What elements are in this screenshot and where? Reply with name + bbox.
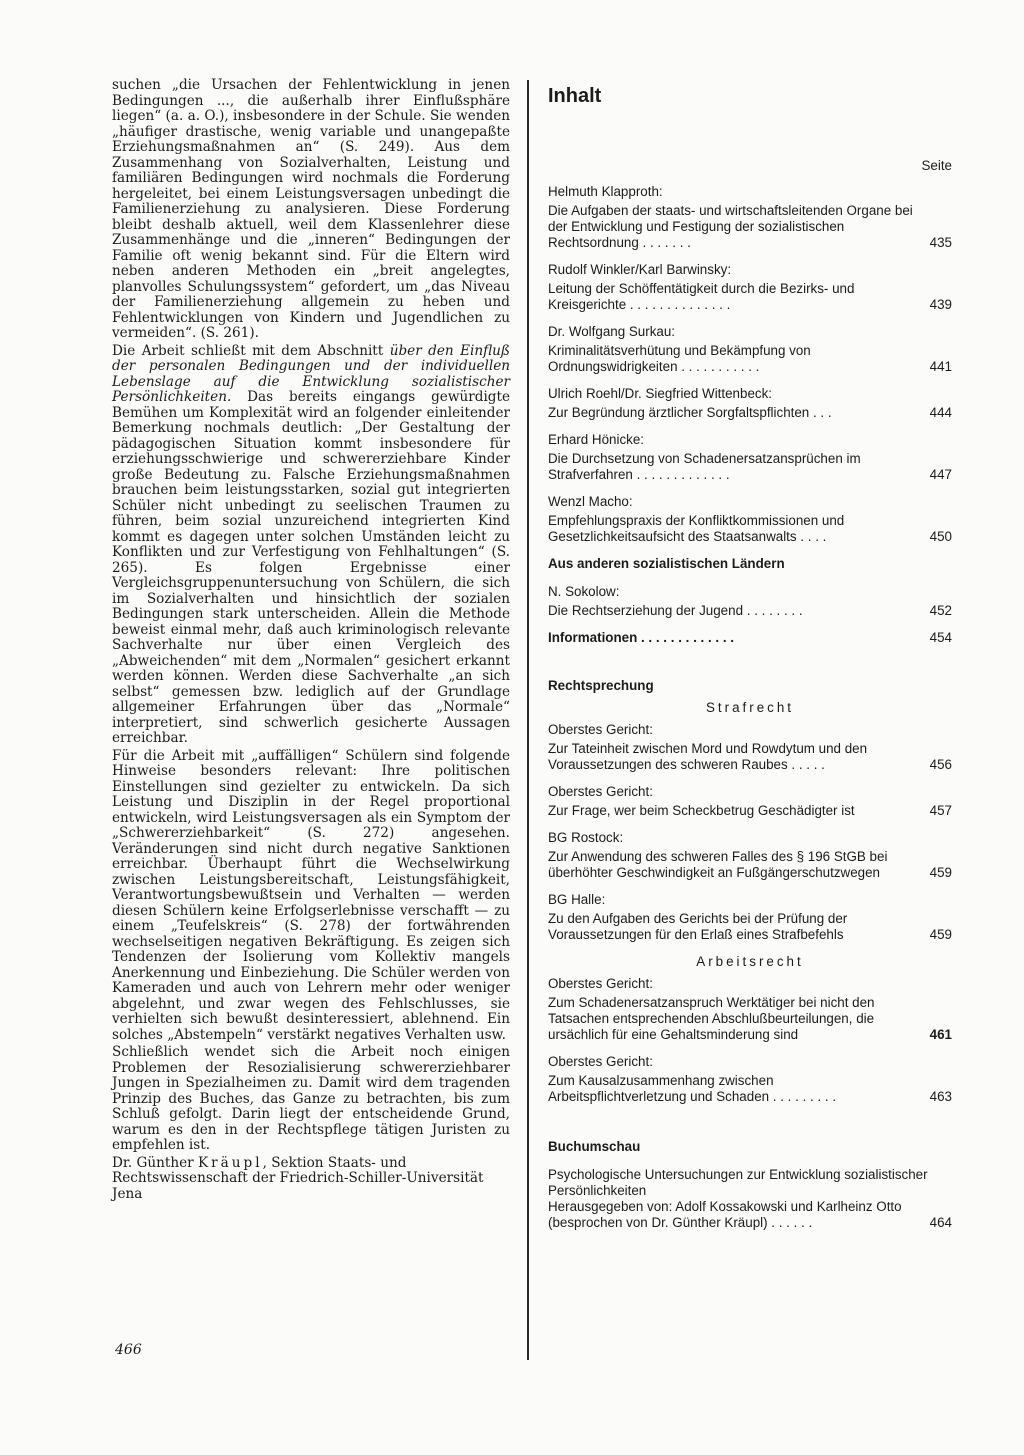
toc-title: Empfehlungspraxis der Konfliktkommissionen und Gesetzlichkeitsaufsicht des Staatsanwalts . . . . xyxy=(548,513,845,544)
toc-entry xyxy=(548,432,952,483)
text: Die Arbeit schließt mit dem Abschnitt xyxy=(112,342,390,359)
toc-page: 435 xyxy=(929,235,952,250)
paragraph: suchen „die Ursachen der Fehlentwicklung in jenen Bedingungen ..., die außerhalb ihrer Einflußsphäre liegen“ (a. a. O.), insbesondere in der Schule. Sie wenden „häufiger drastische, wenig variable und unangepaßte Erziehungsmaßnahmen an“ (S. 249). Aus dem Zusammenhang von Sozialverhalten, Leistung und familiären Bedingungen wird nochmals die Forderung hergeleitet, bei einem Leistungsversagen unbedingt die Familienerziehung zu analysieren. Diese Forderung bleibt deshalb aktuell, weil dem Klassenlehrer diese Zusammenhänge und die „inneren“ Bedingungen der Familie oft wenig bekannt sind. Für die Eltern wird neben anderen Methoden ein „breit angelegtes, planvolles Schulungssystem“ gefordert, um „das Niveau der Familienerziehung allgemein zu heben und Fehlentwicklungen von Kindern und Jugendlichen zu vermeiden“. (S. 261). xyxy=(112,77,510,341)
toc-author: Wenzl Macho: xyxy=(548,494,633,509)
toc-page: 461 xyxy=(929,1027,952,1042)
toc-author: Erhard Hönicke: xyxy=(548,432,645,447)
toc-entry xyxy=(548,262,952,313)
page-number: 466 xyxy=(115,1342,142,1358)
review-text-column xyxy=(112,78,510,1202)
toc-title: Zu den Aufgaben des Gerichts bei der Prüfung der Voraussetzungen für den Erlaß eines Strafbefehls xyxy=(548,911,848,942)
toc-author: Dr. Wolfgang Surkau: xyxy=(548,324,676,339)
reviewer-signature xyxy=(112,1156,510,1203)
toc-page: 450 xyxy=(929,529,952,544)
toc-author: Helmuth Klapproth: xyxy=(548,184,663,199)
text: Das bereits eingangs gewürdigte Bemühen um Komplexität wird an folgender einleitender Bemerkung nochmals deutlich: „Der Gestaltung der pädagogischen Situation kommt insbesondere für erziehungsschwierige und schwererziehbare Kinder große Bedeutung zu. Falsche Erziehungsmaßnahmen brauchen beim leistungsstarken, sozial gut integrierten Schüler nicht unbedingt zu seelischen Traumen zu führen, beim sozial unzureichend integrierten Kind kommt es dagegen unter solchen Umständen leicht zu Konflikten und zur Verfestigung von Fehlhaltungen“ (S. 265). Es folgen Ergebnisse einer Vergleichsgruppenuntersuchung von Schülern, die sich im Sozialverhalten und hinsichtlich der sozialen Bedingungen stark unterscheiden. Allein die Methode beweist einmal mehr, daß auch kriminologisch relevante Sachverhalte nur über einen Vergleich des „Abweichenden“ mit dem „Normalen“ gesichert erkannt werden können. Werden diese Sachverhalte „an sich selbst“ gemessen bzw. lediglich auf der Grundlage allgemeiner Erfahrungen über das „Normale“ interpretiert, sind schwerlich gesicherte Aussagen erreichbar. xyxy=(112,389,510,746)
toc-title: Kriminalitätsverhütung und Bekämpfung von Ordnungswidrigkeiten . . . . . . . . . . . xyxy=(548,343,811,374)
toc-entry xyxy=(548,892,952,943)
toc-court: Oberstes Gericht: xyxy=(548,722,653,737)
toc-author: N. Sokolow: xyxy=(548,584,620,599)
subsection-heading: Strafrecht xyxy=(705,700,795,715)
toc-entry xyxy=(548,386,952,421)
toc-title: Die Durchsetzung von Schadenersatzansprüchen im Strafverfahren . . . . . . . . . . . . . xyxy=(548,451,861,482)
toc-title: Die Rechtserziehung der Jugend . . . . . . . . xyxy=(548,603,803,618)
toc-author: Ulrich Roehl/Dr. Siegfried Wittenbeck: xyxy=(548,386,773,401)
toc-page: 459 xyxy=(929,865,952,880)
toc-page: 459 xyxy=(929,927,952,942)
subsection-heading: Arbeitsrecht xyxy=(696,954,804,969)
toc-entry xyxy=(548,830,952,881)
toc-court: BG Halle: xyxy=(548,892,606,907)
toc-entry xyxy=(548,494,952,545)
toc-entry xyxy=(548,584,952,619)
toc-entry xyxy=(548,1054,952,1105)
toc-title: Informationen . . . . . . . . . . . . . xyxy=(548,630,734,645)
section-heading: Rechtsprechung xyxy=(548,678,654,693)
toc-title: Leitung der Schöffentätigkeit durch die Bezirks- und Kreisgerichte . . . . . . . . . . . . . . xyxy=(548,281,855,312)
toc-page: 439 xyxy=(929,297,952,312)
toc-page: 447 xyxy=(929,467,952,482)
seite-label: Seite xyxy=(921,158,952,173)
toc-title: Zur Anwendung des schweren Falles des § 196 StGB bei überhöhter Geschwindigkeit an Fußgängerschutzwegen xyxy=(548,849,888,880)
toc-page: 456 xyxy=(929,757,952,772)
toc-entry-informationen xyxy=(548,630,952,646)
toc-title: Zum Kausalzusammenhang zwischen Arbeitspflichtverletzung und Schaden . . . . . . . . . xyxy=(548,1073,837,1104)
toc-heading: Inhalt xyxy=(548,85,602,107)
toc-title: Die Aufgaben der staats- und wirtschaftsleitenden Organe bei der Entwicklung und Festigung der sozialistischen Rechtsordnung . . . . . . . xyxy=(548,203,913,250)
toc-title: Zum Schadenersatzanspruch Werktätiger bei nicht den Tatsachen entsprechenden Abschlußbeurteilungen, die ursächlich für eine Gehaltsminderung sind xyxy=(548,995,875,1042)
reviewer-name: Kräupl xyxy=(198,1154,263,1171)
toc-court: BG Rostock: xyxy=(548,830,624,845)
toc-court: Oberstes Gericht: xyxy=(548,784,653,799)
toc-entry xyxy=(548,722,952,773)
paragraph: Schließlich wendet sich die Arbeit noch einigen Problemen der Resozialisierung schwererziehbarer Jungen in Spezialheimen zu. Damit wird dem tragenden Prinzip des Buches, das Ganze zu betrachten, bis zum Schluß gefolgt. Darin liegt der entscheidende Grund, warum es den in der Rechtspflege tätigen Juristen zu empfehlen ist. xyxy=(112,1044,510,1153)
toc-page: 454 xyxy=(929,630,952,645)
toc-page: 463 xyxy=(929,1089,952,1104)
table-of-contents xyxy=(548,80,952,1242)
book-reviewer: (besprochen von Dr. Günther Kräupl) . . . . . . xyxy=(548,1215,813,1230)
toc-page: 441 xyxy=(929,359,952,374)
toc-page: 464 xyxy=(929,1215,952,1230)
toc-entry xyxy=(548,324,952,375)
toc-entry xyxy=(548,784,952,819)
toc-entry xyxy=(548,184,952,251)
toc-court: Oberstes Gericht: xyxy=(548,976,653,991)
section-heading: Buchumschau xyxy=(548,1139,641,1154)
toc-author: Rudolf Winkler/Karl Barwinsky: xyxy=(548,262,732,277)
toc-entry-buchumschau xyxy=(548,1167,952,1231)
toc-title: Zur Frage, wer beim Scheckbetrug Geschädigter ist xyxy=(548,803,855,818)
toc-page: 444 xyxy=(929,405,952,420)
text: , Sektion Staats- und Rechtswissenschaft der Friedrich-Schiller-Universität Jena xyxy=(112,1154,484,1202)
toc-court: Oberstes Gericht: xyxy=(548,1054,653,1069)
column-divider xyxy=(527,80,529,1360)
toc-entry xyxy=(548,976,952,1043)
section-heading: Aus anderen sozialistischen Ländern xyxy=(548,556,785,571)
emphasis-text: über den Einfluß der personalen Bedingungen und der individuellen Lebenslage auf die Entwicklung sozialistischer Persönlichkeiten. xyxy=(112,342,511,405)
text: Dr. Günther xyxy=(112,1154,198,1171)
book-title: Psychologische Untersuchungen zur Entwicklung sozialistischer Persönlichkeiten xyxy=(548,1167,928,1198)
toc-page: 452 xyxy=(929,603,952,618)
toc-title: Zur Begründung ärztlicher Sorgfaltspflichten . . . xyxy=(548,405,832,420)
toc-page: 457 xyxy=(929,803,952,818)
toc-title: Zur Tateinheit zwischen Mord und Rowdytum und den Voraussetzungen des schweren Raubes . . . . . xyxy=(548,741,868,772)
book-editors: Herausgegeben von: Adolf Kossakowski und Karlheinz Otto xyxy=(548,1199,902,1214)
paragraph xyxy=(112,344,510,747)
paragraph: Für die Arbeit mit „auffälligen“ Schülern sind folgende Hinweise besonders relevant: Ihre politischen Einstellungen sind gezielter zu entwickeln. Da sich Leistung und Disziplin in der Regel proportional entwickeln, wird Leistungsversagen als ein Symptom der „Schwererziehbarkeit“ (S. 272) angesehen. Veränderungen sind nicht durch negative Sanktionen erreichbar. Überhaupt führt die Wechselwirkung zwischen Leistungsbereitschaft, Leistungsfähigkeit, Verantwortungsbewußtsein und Verhalten — werden diesen Schülern keine Erfolgserlebnisse verschafft — zu einem „Teufelskreis“ (S. 278) der fortwährenden wechselseitigen negativen Bekräftigung. Es zeigen sich Tendenzen der Isolierung vom Kollektiv mangels Anerkennung und Einbeziehung. Die Schüler werden von Kameraden und auch von Lehrern mehr oder weniger abgelehnt, und zwar wegen des Fehlschlusses, sie verhielten sich bewußt desinteressiert, ablehnend. Ein solches „Abstempeln“ verstärkt negatives Verhalten usw. xyxy=(112,747,510,1043)
